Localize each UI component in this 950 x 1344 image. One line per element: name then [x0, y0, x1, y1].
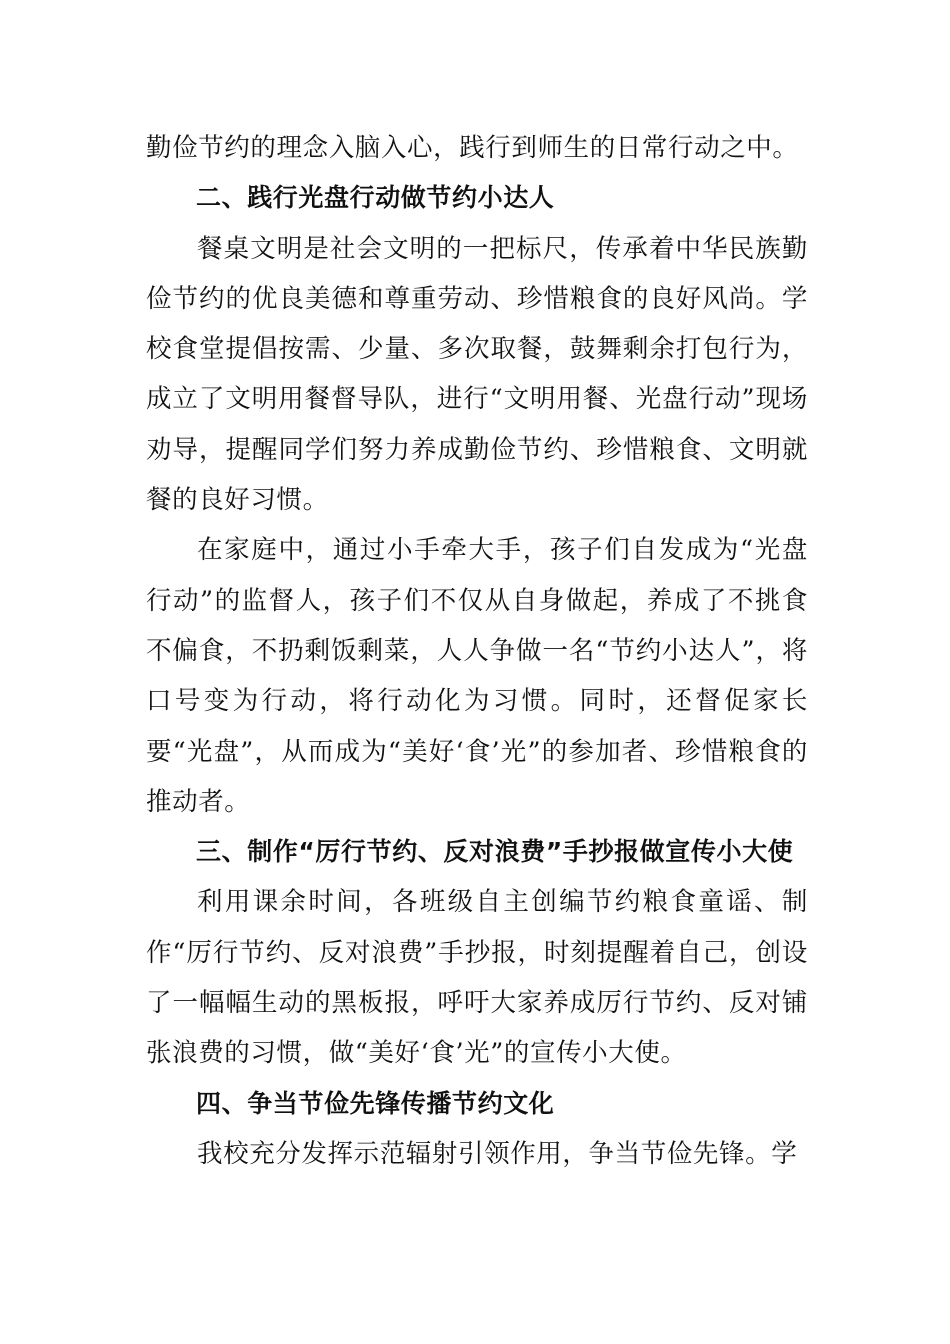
paragraph-continuation: 勤俭节约的理念入脑入心，践行到师生的日常行动之中。 [146, 133, 799, 163]
paragraph-thrift-pioneer: 我校充分发挥示范辐射引领作用，争当节俭先锋。学 [197, 1138, 798, 1169]
section-heading-4: 四、争当节俭先锋传播节约文化 [196, 1088, 555, 1118]
paragraph-family-clean-plate: 在家庭中，通过小手牵大手，孩子们自发成为“光盘行动”的监督人，孩子们不仅从自身做起，养成了不挑食不偏食，不扔剩饭剩菜，人人争做一名“节约小达人”，将口号变为行动，将行动化为习惯。同时，还督促家长要“光盘”，从而成为“美好‘食’光”的参加者、珍惜粮食的推动者。 [146, 535, 808, 817]
paragraph-dining-civility: 餐桌文明是社会文明的一把标尺，传承着中华民族勤俭节约的优良美德和尊重劳动、珍惜粮食的良好风尚。学校食堂提倡按需、少量、多次取餐，鼓舞剩余打包行为，成立了文明用餐督导队，进行“文明用餐、光盘行动”现场劝导，提醒同学们努力养成勤俭节约、珍惜粮食、文明就餐的良好习惯。 [146, 233, 808, 516]
paragraph-handwritten-newspaper: 利用课余时间，各班级自主创编节约粮食童谣、制作“厉行节约、反对浪费”手抄报，时刻提醒着自己，创设了一幅幅生动的黑板报，呼吁大家养成厉行节约、反对铺张浪费的习惯，做“美好‘食’光”的宣传小大使。 [146, 887, 808, 1069]
document-body [146, 123, 808, 1179]
section-heading-2: 二、践行光盘行动做节约小达人 [196, 183, 555, 213]
section-heading-3: 三、制作“厉行节约、反对浪费”手抄报做宣传小大使 [196, 837, 794, 867]
